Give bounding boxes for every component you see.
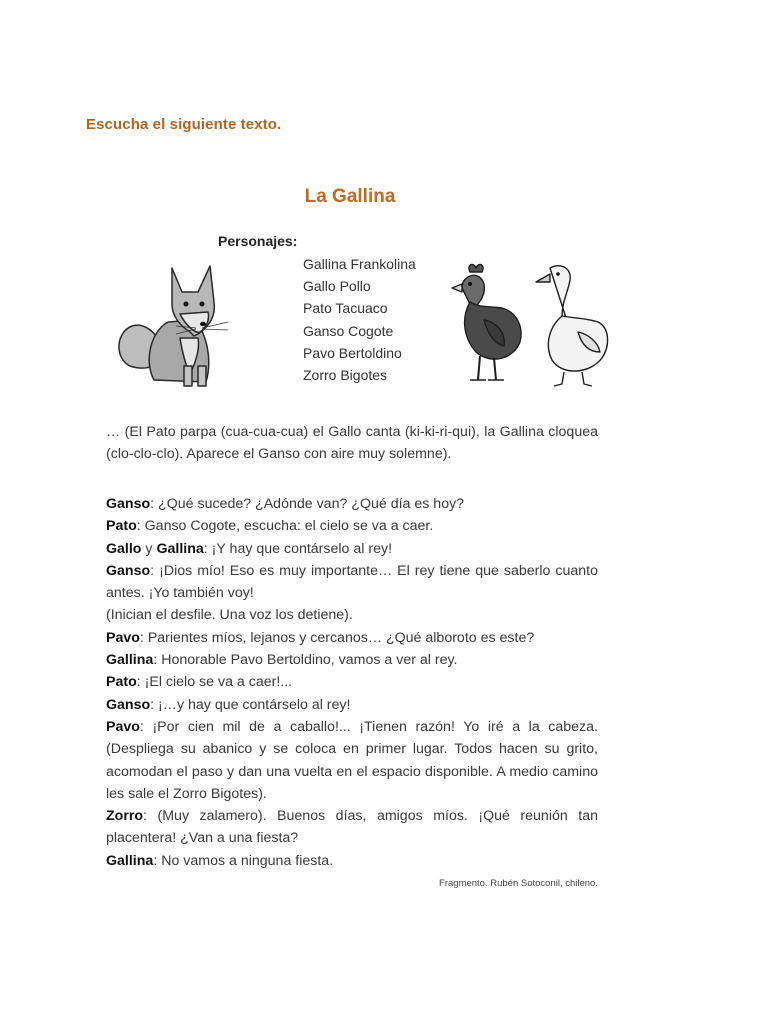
source-credit: Fragmento. Rubén Sotoconil, chileno. — [439, 878, 598, 889]
speaker: Pato — [106, 674, 137, 691]
cast-item: Zorro Bigotes — [303, 366, 388, 383]
line-text: ¡Dios mío! Eso es muy importante… El rey tiene que saberlo cuanto antes. ¡Yo también voy! — [106, 562, 598, 602]
dialogue-line: Pato: Ganso Cogote, escucha: el cielo se va a caer. — [106, 518, 434, 535]
speaker: Pavo — [106, 718, 140, 735]
speaker: Ganso — [106, 696, 151, 713]
dialogue-line: Gallo y Gallina: ¡Y hay que contárselo al rey! — [106, 540, 393, 557]
speaker: Gallina — [156, 540, 204, 557]
cast-item: Gallina Frankolina — [303, 256, 416, 272]
cast-item: Pavo Bertoldino — [303, 344, 402, 361]
line-text: Parientes míos, lejanos y cercanos… ¿Qué alboroto es este? — [143, 629, 535, 646]
line-text: ¡Por cien mil de a caballo!... ¡Tienen razón! Yo iré a la cabeza. (Despliega su abanico y se coloca en primer lugar. Todos hacen su grito, acomodan el paso y dan una vuelta en el espacio disponible. A medio camino les sale el Zorro Bigotes). — [106, 718, 598, 802]
dialogue — [106, 493, 598, 872]
fox-illustration — [110, 262, 238, 388]
line-text: ¡…y hay que contárselo al rey! — [154, 696, 351, 713]
line-text: (Muy zalamero). Buenos días, amigos míos. ¡Qué reunión tan placentera! ¿Van a una fiesta? — [106, 808, 598, 847]
line-text: Honorable Pavo Bertoldino, vamos a ver al rey. — [157, 652, 458, 669]
dialogue-line: Pavo: ¡Por cien mil de a caballo!... ¡Tienen razón! Yo iré a la cabeza. (Despliega su abanico y se coloca en primer lugar. Todos hacen su grito, acomodan el paso y dan una vuelta en el espacio disponible. A medio camino les sale el Zorro Bigotes). — [106, 718, 598, 802]
speaker: Zorro — [106, 808, 144, 825]
dialogue-line: Pato: ¡El cielo se va a caer!... — [106, 674, 293, 691]
instruction-heading: Escucha el siguiente texto. — [86, 116, 282, 133]
dialogue-line: Ganso: ¿Qué sucede? ¿Adónde van? ¿Qué día es hoy? — [106, 496, 465, 512]
hen-illustration — [440, 262, 526, 386]
speaker: Pavo — [106, 629, 140, 646]
intro-paragraph: … (El Pato parpa (cua-cua-cua) el Gallo canta (ki-ki-ri-qui), la Gallina cloquea (clo-clo-clo). Aparece el Ganso con aire muy solemne). — [106, 424, 598, 463]
dialogue-line: Pavo: Parientes míos, lejanos y cercanos… ¿Qué alboroto es este? — [106, 629, 535, 646]
cast-item: Gallo Pollo — [303, 278, 371, 295]
speaker: Gallo — [106, 540, 142, 557]
speaker: Pato — [106, 518, 137, 535]
dialogue-line: Ganso: ¡…y hay que contárselo al rey! — [106, 696, 351, 713]
cast-item: Pato Tacuaco — [303, 300, 388, 317]
cast-heading: Personajes: — [218, 233, 298, 249]
cast-list — [303, 253, 416, 386]
line-text: ¿Qué sucede? ¿Adónde van? ¿Qué día es hoy? — [154, 496, 465, 512]
goose-illustration — [528, 262, 614, 388]
line-text: (Inician el desfile. Una voz los detiene). — [106, 607, 353, 624]
line-text: No vamos a ninguna fiesta. — [157, 852, 334, 869]
speaker: Gallina — [106, 652, 154, 669]
line-text: ¡Y hay que contárselo al rey! — [207, 540, 393, 557]
speaker: Ganso — [106, 562, 151, 579]
dialogue-line: Ganso: ¡Dios mío! Eso es muy importante… El rey tiene que saberlo cuanto antes. ¡Yo también voy! — [106, 562, 598, 602]
dialogue-line: Gallina: Honorable Pavo Bertoldino, vamos a ver al rey. — [106, 652, 458, 669]
story-title: La Gallina — [304, 186, 396, 207]
speaker: Ganso — [106, 496, 151, 512]
dialogue-line: Zorro: (Muy zalamero). Buenos días, amigos míos. ¡Qué reunión tan placentera! ¿Van a una fiesta? — [106, 808, 598, 847]
cast-item: Ganso Cogote — [303, 322, 394, 339]
line-text: ¡El cielo se va a caer!... — [140, 674, 293, 691]
speaker: Gallina — [106, 852, 154, 869]
line-text: Ganso Cogote, escucha: el cielo se va a caer. — [140, 518, 434, 535]
dialogue-line: Gallina: No vamos a ninguna fiesta. — [106, 852, 334, 869]
stage-direction — [106, 604, 598, 626]
